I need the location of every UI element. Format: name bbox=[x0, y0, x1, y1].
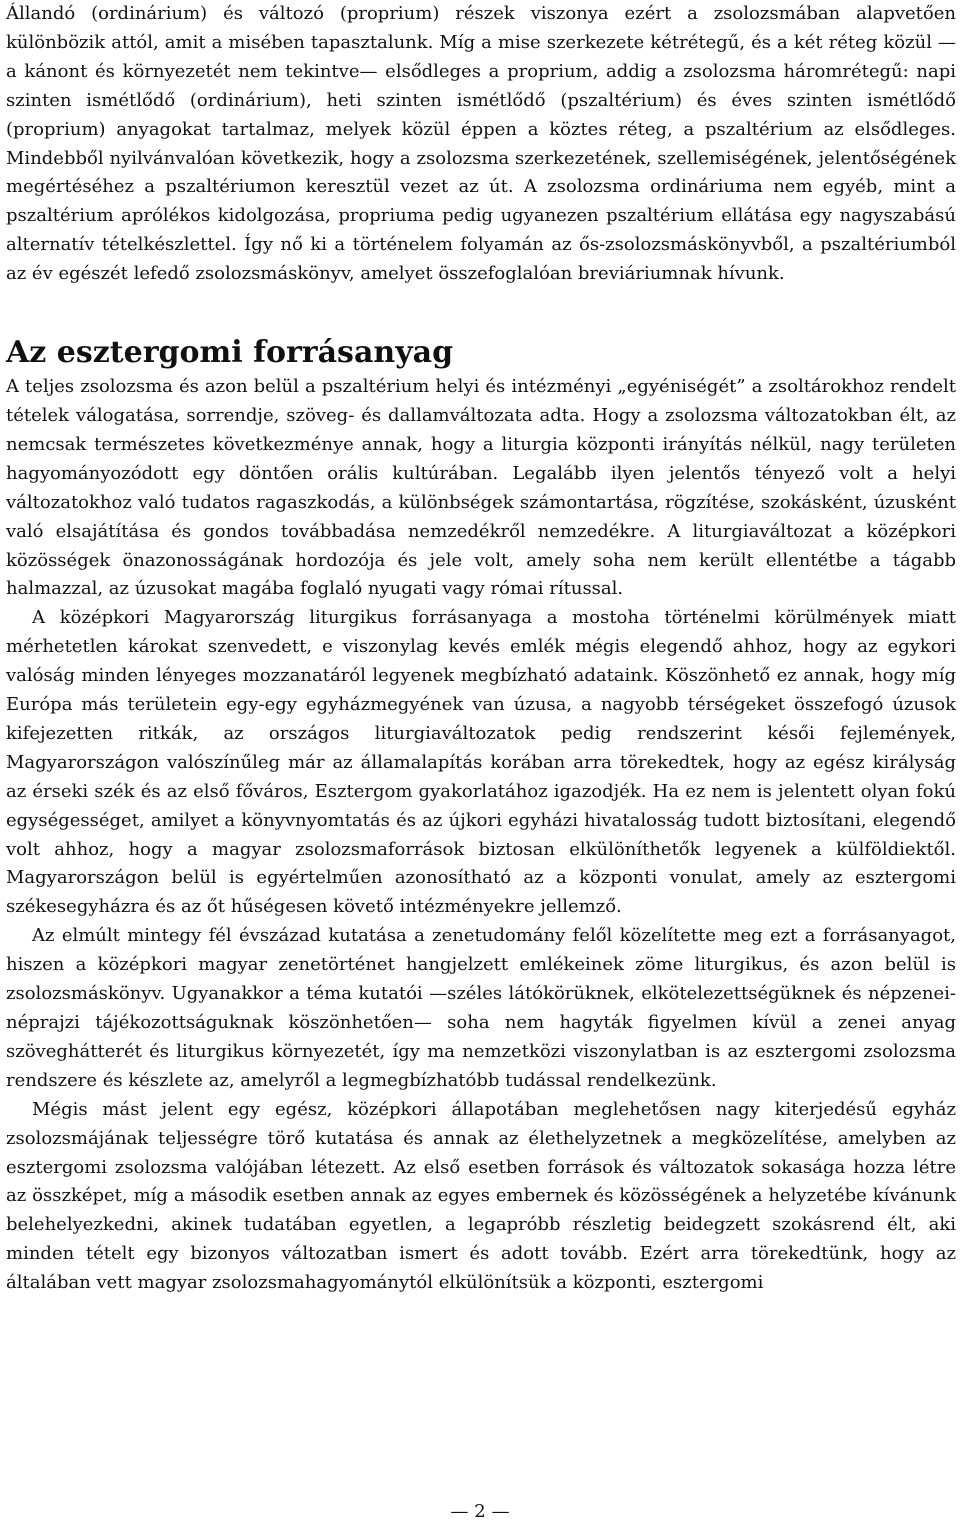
body-paragraph: A középkori Magyarország liturgikus forrásanyaga a mostoha történelmi körülmények miatt mérhetetlen károkat szenvedett, e viszonylag kevés emlék mégis elegendő ahhoz, hogy az egykori valóság minden lényeges mozzanatáról legyenek megbízható adataink. Köszönhető ez annak, hogy míg Európa más területein egy-egy egyházmegyének van úzusa, a nagyobb térségeket összefogó úzusok kifejezetten ritkák, az országos liturgiaváltozatok pedig rendszerint késői fejlemények, Magyarországon valószínűleg már az államalapítás korában arra törekedtek, hogy az egész királyság az érseki szék és az első főváros, Esztergom gyakorlatához igazodjék. Ha ez nem is jelentett olyan fokú egységességet, amilyet a könyvnyomtatás és az újkori egyházi hivatalosság tudott biztosítani, elegendő volt ahhoz, hogy a magyar zsolozsmaforrások biztosan elkülöníthetők legyenek a külföldiektől. Magyarországon belül is egyértelműen azonosítható az a központi vonulat, amely az esztergomi székesegyházra és az őt hűségesen követő intézményekre jellemző. bbox=[6, 607, 956, 918]
body-paragraph: Mégis mást jelent egy egész, középkori állapotában meglehetősen nagy kiterjedésű egyház zsolozsmájának teljességre törő kutatása és annak az élethelyzetnek a megközelítése, amelyben az esztergomi zsolozsma valójában létezett. Az első esetben források és változatok sokasága hozza létre az összképet, míg a második esetben annak az egyes embernek és közösségének a helyzetébe kívánunk belehelyezkedni, akinek tudatában egyetlen, a legapróbb részletig beidegzett szokásrend élt, aki minden tételt egy bizonyos változatban ismert és adott tovább. Ezért arra törekedtünk, hogy az általában vett magyar zsolozsmahagyománytól elkülönítsük a központi, esztergomi bbox=[6, 1098, 956, 1294]
body-paragraph: Az elmúlt mintegy fél évszázad kutatása a zenetudomány felől közelítette meg ezt a forrásanyagot, hiszen a középkori magyar zenetörténet hangjelzett emlékeinek zöme liturgikus, és azon belül is zsolozsmáskönyv. Ugyanakkor a téma kutatói —széles látókörüknek, elkötelezettségüknek és népzenei-néprajzi tájékozottságuknak köszönhetően— soha nem hagyták figyelmen kívül a zenei anyag szöveghátterét és liturgikus környezetét, így ma nemzetközi viszonylatban is az esztergomi zsolozsma rendszere és készlete az, amelyről a legmegbízhatóbb tudással rendelkezünk. bbox=[6, 925, 956, 1091]
page-number: — 2 — bbox=[450, 1501, 510, 1522]
section-heading: Az esztergomi forrásanyag bbox=[6, 335, 454, 371]
body-paragraph: A teljes zsolozsma és azon belül a pszaltérium helyi és intézményi „egyéniségét” a zsoltárokhoz rendelt tételek válogatása, sorrendje, szöveg- és dallamváltozata adta. Hogy a zsolozsma változatokban élt, az nemcsak természetes következménye annak, hogy a liturgia központi irányítás nélkül, nagy területen hagyományozódott egy döntően orális kultúrában. Legalább ilyen jelentős tényező volt a helyi változatokhoz való tudatos ragaszkodás, a különbségek számontartása, rögzítése, szokásként, úzusként való elsajátítása és gondos továbbadása nemzedékről nemzedékre. A liturgiaváltozat a középkori közösségek önazonosságának hordozója és jele volt, amely soha nem került ellentétbe a tágabb halmazzal, az úzusokat magába foglaló nyugati vagy római rítussal. bbox=[6, 376, 956, 600]
intro-paragraph: Állandó (ordinárium) és változó (proprium) részek viszonya ezért a zsolozsmában alapvetően különbözik attól, amit a misében tapasztalunk. Míg a mise szerkezete kétrétegű, és a két réteg közül —a kánont és környezetét nem tekintve— elsődleges a proprium, addig a zsolozsma háromrétegű: napi szinten ismétlődő (ordinárium), heti szinten ismétlődő (pszaltérium) és éves szinten ismétlődő (proprium) anyagokat tartalmaz, melyek közül éppen a köztes réteg, a pszaltérium az elsődleges. Mindebből nyilvánvalóan következik, hogy a zsolozsma szerkezetének, szellemiségének, jelentőségének megértéséhez a pszaltériumon keresztül vezet az út. A zsolozsma ordináriuma nem egyéb, mint a pszaltérium aprólékos kidolgozása, propriuma pedig ugyanezen pszaltérium ellátása egy nagyszabású alternatív tételkészlettel. Így nő ki a történelem folyamán az ős-zsolozsmáskönyvből, a pszaltériumból az év egészét lefedő zsolozsmáskönyv, amelyet összefoglalóan breviáriumnak hívunk. bbox=[6, 3, 956, 285]
page-body bbox=[6, 0, 956, 1298]
